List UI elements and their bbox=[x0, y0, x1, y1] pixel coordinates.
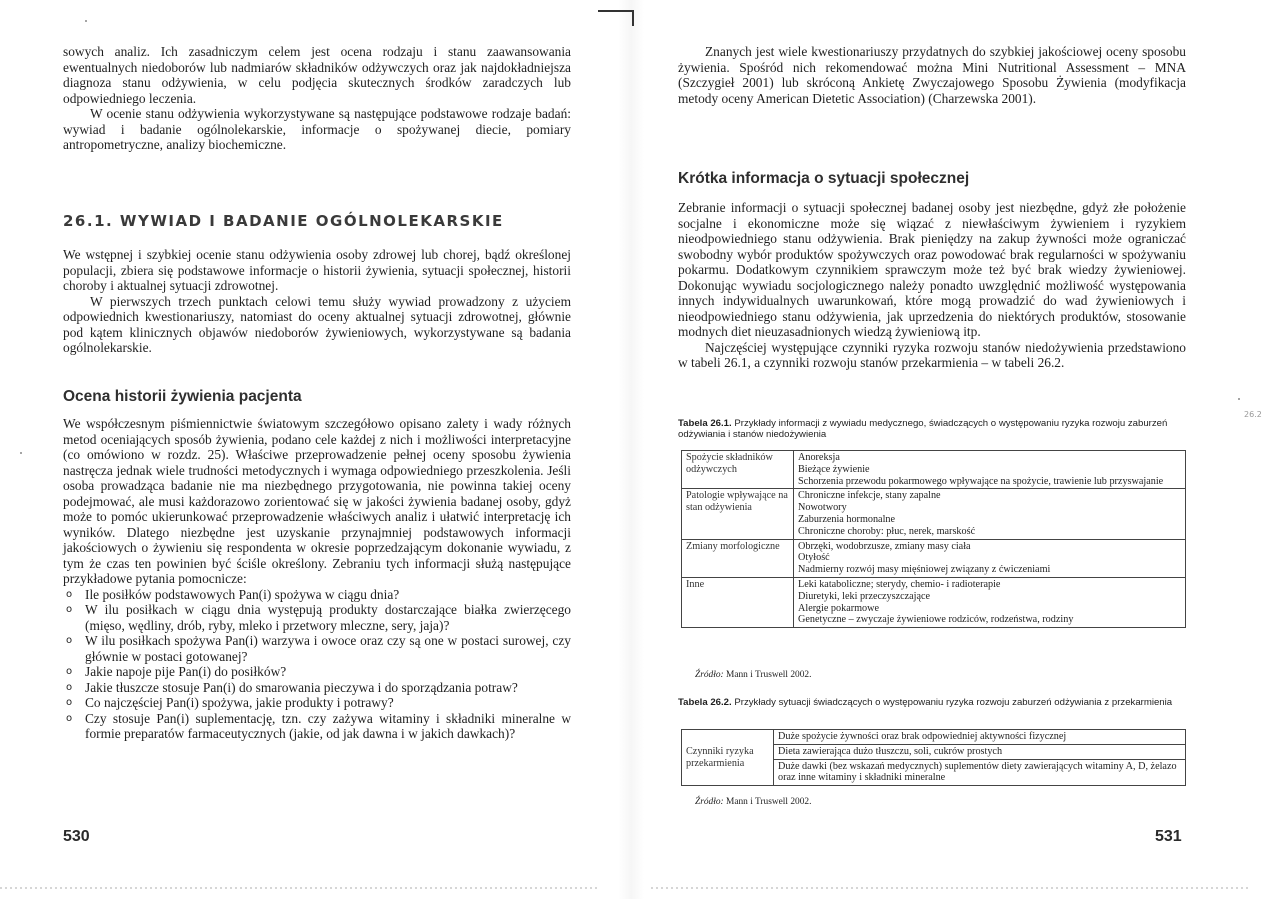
page-number-left: 530 bbox=[63, 828, 90, 845]
subsection-social bbox=[678, 170, 1186, 371]
table1-caption-block bbox=[678, 418, 1186, 440]
list-item: o Jakie napoje pije Pan(i) do posiłków? bbox=[66, 664, 287, 679]
table2-source: Źródło: Mann i Truswell 2002. bbox=[695, 797, 812, 807]
intro-paragraph-1: sowych analiz. Ich zasadniczym celem jest ocena rodzaju i stanu zaawansowania ewentualnych niedoborów lub nadmiarów składników odżywczych oraz jak najdokładniejsza diagnoza stanu odżywienia, w celu podjęcia skutecznych środków zaradczych lub odpowiedniego leczenia. bbox=[63, 44, 571, 106]
table1-caption: Tabela 26.1. Przykłady informacji z wywiadu medycznego, świadczących o występowaniu ryzyka rozwoju zaburzeń odżywiania i stanów niedożywienia bbox=[678, 418, 1168, 440]
table-26-1 bbox=[681, 450, 1186, 628]
subsection-history bbox=[63, 388, 571, 742]
list-item: o Ile posiłków podstawowych Pan(i) spożywa w ciągu dnia? bbox=[66, 586, 400, 602]
left-page bbox=[0, 0, 631, 899]
intro-paragraph: Znanych jest wiele kwestionariuszy przydatnych do szybkiej jakościowej oceny sposobu żywienia. Spośród nich rekomendować można Mini Nutritional Assessment – MNA (Szczygieł 2001) lub skróconą Ankietę Zwyczajowego Sposobu Żywienia (modyfikacja metody oceny American Dietetic Association) (Charzewska 2001). bbox=[678, 44, 1186, 106]
intro-paragraph-2: W ocenie stanu odżywienia wykorzystywane są następujące podstawowe rodzaje badań: wywiad i badanie ogólnolekarskie, informacje o spożywanej diecie, pomiary antropometryczne, analizy biochemiczne. bbox=[63, 106, 571, 152]
table-row bbox=[682, 577, 1186, 627]
table-row bbox=[682, 489, 1186, 539]
list-item: o Jakie tłuszcze stosuje Pan(i) do smarowania pieczywa i do sporządzania potraw? bbox=[66, 679, 518, 695]
table-row bbox=[682, 451, 1186, 489]
table1-source: Źródło: Mann i Truswell 2002. bbox=[695, 670, 812, 680]
section-paragraph-1: We wstępnej i szybkiej ocenie stanu odżywienia osoby zdrowej lub chorej, bądź określonej populacji, zbiera się podstawowe informacje o historii żywienia, sytuacji społecznej, historii choroby i aktualnej sytuacji zdrowotnej. bbox=[63, 247, 571, 293]
table-cell-items: Leki kataboliczne; sterydy, chemio- i radioterapie Diuretyki, leki przeczyszczające Alergie pokarmowe Genetyczne – zwyczaje żywieniowe rodziców, rodzeństwa, rodziny bbox=[794, 577, 1186, 627]
list-item: o Co najczęściej Pan(i) spożywa, jakie produkty i potrawy? bbox=[66, 695, 394, 710]
table2-caption-block bbox=[678, 697, 1186, 708]
right-page bbox=[631, 0, 1263, 899]
scan-speck bbox=[20, 452, 22, 454]
section-26-1 bbox=[63, 212, 571, 356]
table-row bbox=[682, 730, 1186, 786]
table-cell-items: Anoreksja Bieżące żywienie Schorzenia przewodu pokarmowego wpływające na spożycie, trawienie lub przyswajanie bbox=[794, 451, 1186, 489]
scan-noise bbox=[651, 887, 1251, 889]
list-item: o W ilu posiłkach spożywa Pan(i) warzywa i owoce oraz czy są one w postaci surowej, czy głównie w postaci gotowanej? bbox=[66, 633, 571, 664]
table-cell-items: Obrzęki, wodobrzusze, zmiany masy ciała Otyłość Nadmierny rozwój masy mięśniowej związany z ćwiczeniami bbox=[794, 539, 1186, 577]
table-cell-items: Duże spożycie żywności oraz brak odpowiedniej aktywności fizycznej Dieta zawierająca dużo tłuszczu, soli, cukrów prostych Duże dawki (bez wskazań medycznych) suplementów diety zawierających witaminy A, D, żelazo oraz inne witaminy i składniki mineralne bbox=[774, 730, 1186, 786]
social-paragraph-1: Zebranie informacji o sytuacji społecznej badanej osoby jest niezbędne, gdyż złe położenie socjalne i ekonomiczne może się wiązać z niewłaściwym żywieniem i ryzykiem nieodpowiedniego stanu odżywienia. Brak pieniędzy na zakup żywności może ograniczać swobodny wybór produktów spożywczych oraz powodować brak regularności w spożywaniu pokarmu. Dodatkowym czynnikiem sprawczym może też być brak wiedzy żywieniowej. Dokonując wywiadu socjologicznego należy ponadto uwzględnić możliwość występowania innych indywidualnych uwarunkowań, które mogą prowadzić do wad żywieniowych i nieodpowiedniego stanu odżywienia, jak uprzedzenia do niektórych produktów, stosowanie modnych diet nieuzasadnionych wiedzą żywieniową itp. bbox=[678, 200, 1186, 339]
scan-noise bbox=[0, 887, 600, 889]
table-26-2 bbox=[681, 729, 1186, 786]
subsection-title: Krótka informacja o sytuacji społecznej bbox=[678, 170, 970, 187]
table-cell-category: Patologie wpływające na stan odżywienia bbox=[682, 489, 794, 539]
scan-speck bbox=[1238, 398, 1240, 400]
scan-speck bbox=[85, 20, 87, 22]
table-cell-category: Spożycie składników odżywczych bbox=[682, 451, 794, 489]
subsection-paragraph: We współczesnym piśmiennictwie światowym szczegółowo opisano zalety i wady różnych metod oceniających sposób żywienia, podano cele każdej z nich i możliwości interpretacyjne (co omówiono w rozdz. 25). Właściwe przeprowadzenie pełnej oceny sposobu żywienia nastręcza jednak wiele trudności metodycznych i wymaga odpowiedniego przeszkolenia. Jeśli osoba prowadząca badanie nie ma niezbędnego przygotowania, nie powinna takiej oceny podejmować, ale musi każdorazowo zorientować się w jakości żywienia badanej osoby, gdyż może to pomóc ukierunkować przeprowadzenie właściwych analiz i ułatwić interpretację ich wyników. Dlatego niezbędne jest uzyskanie przynajmniej podstawowych informacji jakościowych o żywieniu się respondenta w okresie poprzedzającym dokonanie wywiadu, z tym że czas ten powinien być ściśle określony. Zebraniu tych informacji służą następujące przykładowe pytania pomocnicze: bbox=[63, 416, 571, 586]
social-paragraph-2: Najczęściej występujące czynniki ryzyka rozwoju stanów niedożywienia przedstawiono w tabeli 26.1, a czynniki rozwoju stanów przekarmienia – w tabeli 26.2. bbox=[678, 339, 1186, 370]
table-cell-category: Inne bbox=[682, 577, 794, 627]
table2-caption: Tabela 26.2. Przykłady sytuacji świadczących o występowaniu ryzyka rozwoju zaburzeń odżywiania z przekarmienia bbox=[678, 697, 1173, 708]
table-cell-category: Czynniki ryzyka przekarmienia bbox=[682, 730, 774, 786]
page-number-right: 531 bbox=[1155, 828, 1182, 845]
table-row bbox=[682, 539, 1186, 577]
table-cell-category: Zmiany morfologiczne bbox=[682, 539, 794, 577]
right-intro bbox=[678, 44, 1186, 106]
subsection-title: Ocena historii żywienia pacjenta bbox=[63, 388, 302, 405]
question-list bbox=[63, 587, 571, 742]
edge-mark: 26.2 bbox=[1244, 410, 1262, 419]
list-item: o W ilu posiłkach w ciągu dnia występują produkty dostarczające białka zwierzęcego (mięso, wędliny, drób, ryby, mleko i przetwory mleczne, sery, jaja)? bbox=[66, 602, 571, 633]
section-paragraph-2: W pierwszych trzech punktach celowi temu służy wywiad prowadzony z użyciem odpowiednich kwestionariuszy, natomiast do oceny aktualnej sytuacji zdrowotnej, głównie pod kątem klinicznych objawów niedoborów żywieniowych, wykorzystywane są badania ogólnolekarskie. bbox=[63, 293, 571, 355]
list-item: o Czy stosuje Pan(i) suplementację, tzn. czy zażywa witaminy i składniki mineralne w formie preparatów farmaceutycznych (jakie, od jak dawna i w jakich dawkach)? bbox=[66, 710, 571, 741]
table-cell-items: Chroniczne infekcje, stany zapalne Nowotwory Zaburzenia hormonalne Chroniczne choroby: płuc, nerek, marskość bbox=[794, 489, 1186, 539]
left-intro bbox=[63, 44, 571, 153]
section-title: 26.1. WYWIAD I BADANIE OGÓLNOLEKARSKIE bbox=[63, 212, 504, 230]
